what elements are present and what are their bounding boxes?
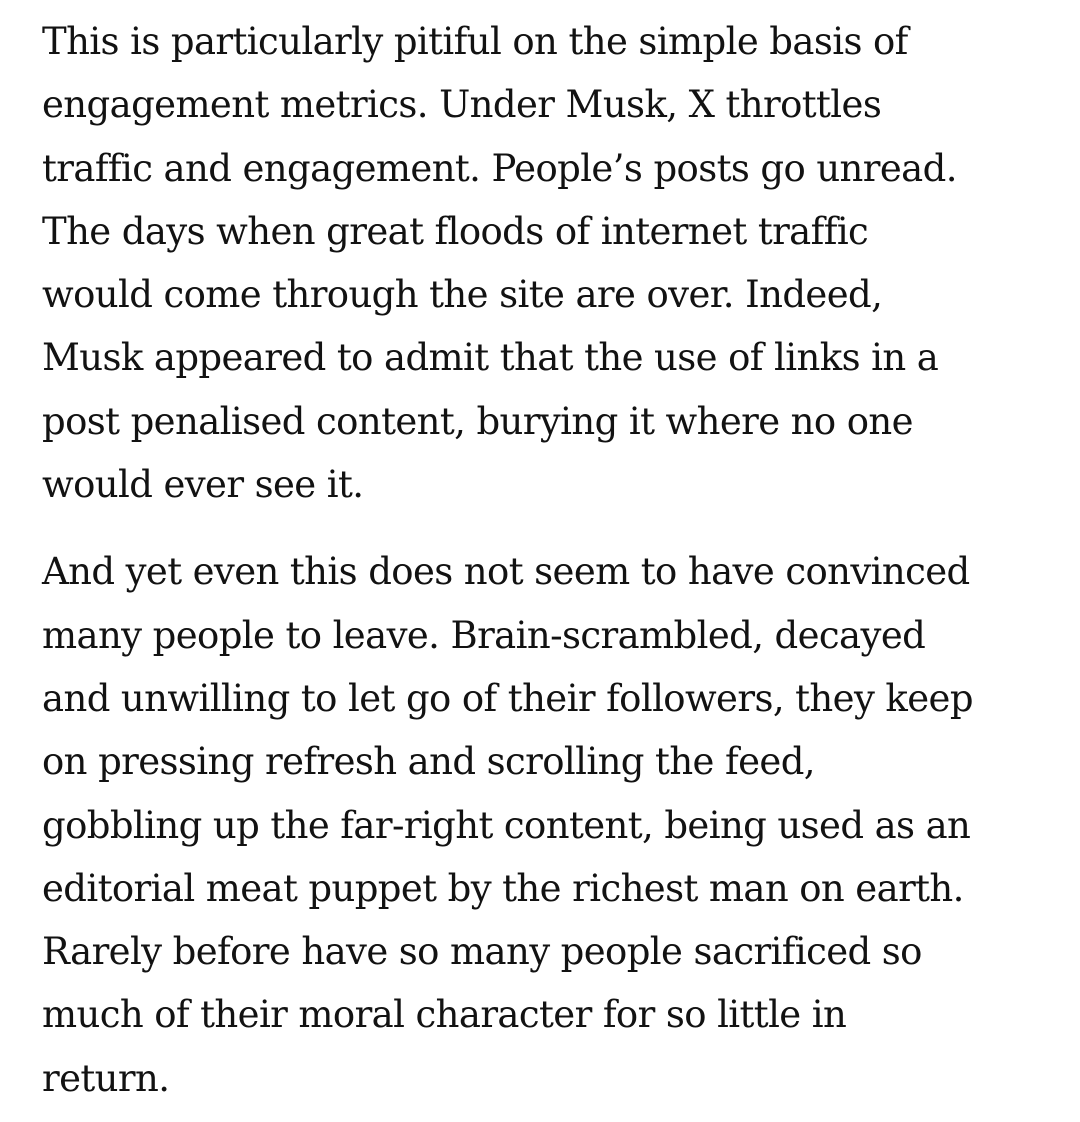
paragraph-line: engagement metrics. Under Musk, X throttles: [42, 83, 882, 127]
paragraph-line: traffic and engagement. People’s posts go unread.: [42, 146, 957, 190]
paragraph-line: and unwilling to let go of their followers, they keep: [42, 676, 973, 720]
paragraph-line: would come through the site are over. Indeed,: [42, 273, 883, 317]
paragraph-1: [42, 10, 1042, 516]
article-body: [42, 10, 1042, 1110]
paragraph-line: return.: [42, 1056, 170, 1100]
paragraph-line: Rarely before have so many people sacrificed so: [42, 930, 922, 974]
paragraph-line: post penalised content, burying it where no one: [42, 399, 913, 443]
paragraph-line: This is particularly pitiful on the simple basis of: [42, 20, 908, 63]
paragraph-line: The days when great floods of internet traffic: [42, 209, 869, 253]
paragraph-line: Musk appeared to admit that the use of links in a: [42, 336, 939, 380]
paragraph-2: [42, 540, 1042, 1110]
paragraph-line: would ever see it.: [42, 463, 364, 507]
paragraph-line: on pressing refresh and scrolling the feed,: [42, 740, 815, 784]
paragraph-line: editorial meat puppet by the richest man on earth.: [42, 866, 964, 910]
paragraph-line: many people to leave. Brain-scrambled, decayed: [42, 613, 926, 657]
paragraph-line: gobbling up the far-right content, being used as an: [42, 803, 971, 847]
paragraph-line: much of their moral character for so little in: [42, 993, 847, 1037]
paragraph-line: And yet even this does not seem to have convinced: [42, 550, 970, 594]
